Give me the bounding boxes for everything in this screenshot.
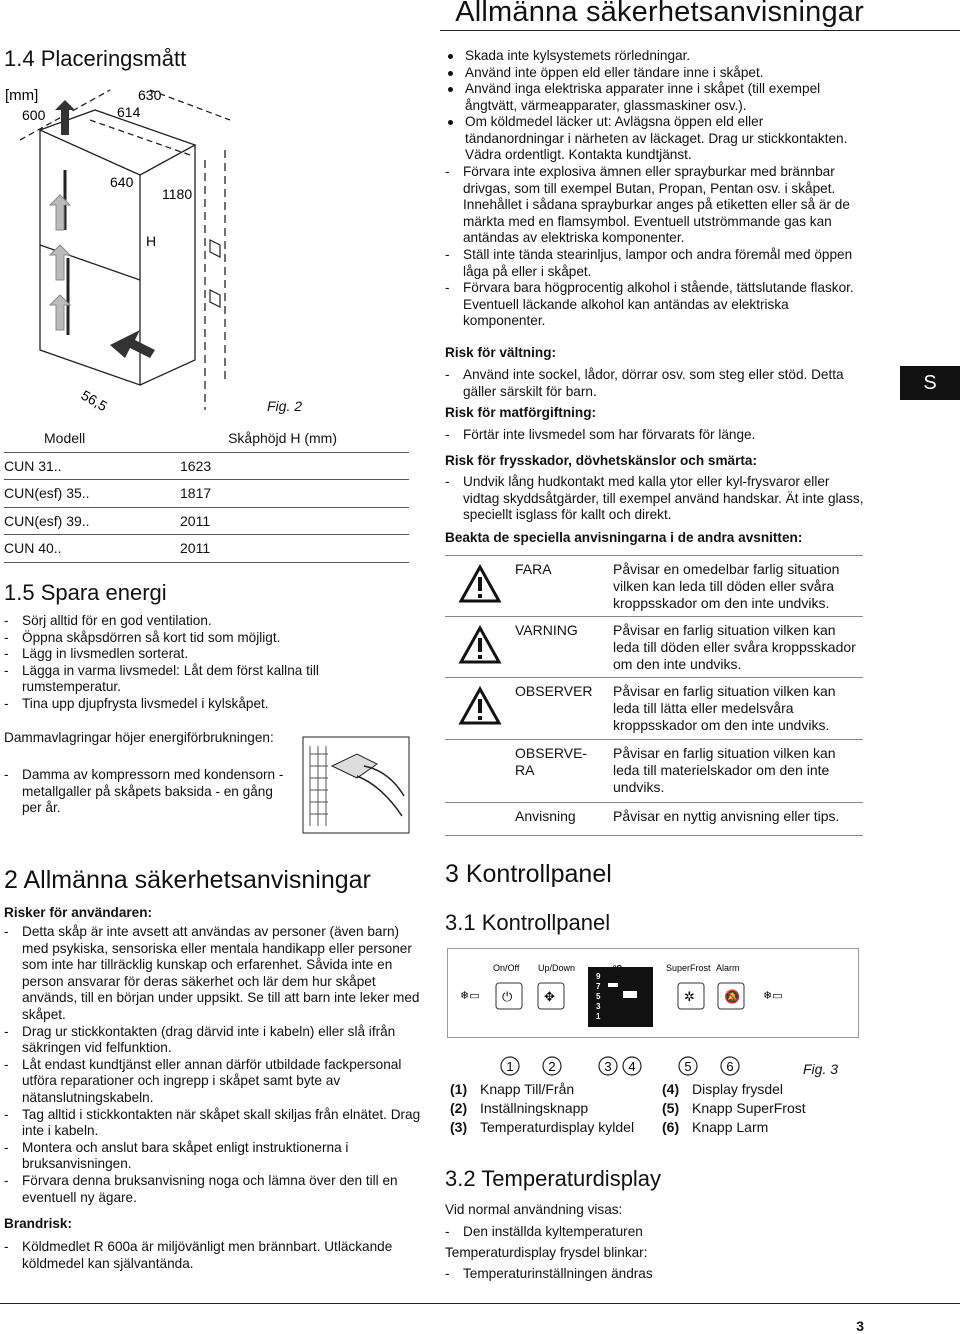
signal-word: FARA: [515, 561, 552, 577]
food-list: [445, 427, 865, 444]
list-item: - Lägga in varma livsmedel: Låt dem först kallna till rumstemperatur.: [4, 663, 409, 696]
energy-list: [4, 613, 409, 713]
fire-list: [4, 1239, 425, 1272]
alarm-icon: 🔕: [724, 990, 741, 1005]
page-header-title: Allmänna säkerhetsanvisningar: [455, 0, 864, 28]
figure-2-caption: Fig. 2: [267, 398, 303, 414]
list-item: - Ställ inte tända stearinljus, lampor och andra föremål med öppen låga på eller i skåpet.: [445, 247, 865, 280]
figure-3-caption: Fig. 3: [803, 1061, 839, 1077]
model-height-table: [4, 425, 409, 563]
dim-56-5: 56,5: [78, 386, 111, 415]
page-number: 3: [856, 1318, 864, 1334]
scale-value: 7: [596, 982, 601, 991]
list-item: - Undvik lång hudkontakt med kalla ytor eller kyl-frysvaror eller vidtag skyddsåtgärder, till exempel använd handskar. Ät inte glass, speciellt isglass för kallt och direkt.: [445, 474, 865, 524]
frost-list: [445, 474, 865, 524]
model-cell: CUN(esf) 39..: [4, 507, 180, 535]
signal-word: OBSERVE-RA: [515, 745, 588, 778]
legend-num: (2): [450, 1100, 468, 1116]
list-item: - Lägg in livsmedlen sorterat.: [4, 646, 409, 663]
list-item: - Förvara bara högprocentig alkohol i stående, tättslutande flaskor. Eventuell läckande alkohol kan antändas av elektriska komponenter.: [445, 280, 865, 330]
normal-use-text: Vid normal användning visas:: [445, 1202, 623, 1217]
list-item: - Damma av kompressorn med kondensorn - metallgaller på skåpets baksida - en gång per år.: [4, 767, 294, 817]
svg-text:❄▭: ❄▭: [763, 990, 783, 1002]
scale-value: 9: [596, 972, 601, 981]
svg-text:❄▭: ❄▭: [460, 990, 480, 1002]
freezer-blink-list: [445, 1266, 865, 1283]
legend-text: Knapp SuperFrost: [692, 1100, 806, 1116]
model-cell: CUN 40..: [4, 535, 180, 563]
table-header-row: [4, 425, 409, 452]
list-item: - Temperaturinställningen ändras: [445, 1266, 865, 1283]
table-row: [4, 535, 409, 563]
callout-1: 1: [506, 1059, 514, 1074]
signal-row: [445, 617, 863, 678]
control-panel-illustration: [447, 948, 859, 1038]
placement-dimensions-figure: [0, 80, 340, 415]
legend-text: Temperaturdisplay kyldel: [480, 1119, 635, 1135]
list-item: - Låt endast kundtjänst eller annan därför utbildade fackpersonal utföra reparationer och ingrepp i skåpet samt byte av nätanslutningskabeln.: [4, 1057, 425, 1107]
signal-row: [445, 556, 863, 617]
list-item: Om köldmedel läcker ut: Avlägsna öppen eld eller tändanordningar i närheten av läckaget. Drag ur stickkontakten. Vädra ordentligt. Kontakta kundtjänst.: [445, 114, 865, 164]
legend-num: (3): [450, 1119, 468, 1135]
model-cell: CUN(esf) 35..: [4, 480, 180, 508]
height-cell: 1817: [180, 480, 409, 508]
legend-num: (4): [662, 1081, 680, 1097]
legend-num: (1): [450, 1081, 468, 1097]
legend-text: Display frysdel: [692, 1081, 784, 1097]
model-cell: CUN 31..: [4, 452, 180, 480]
list-item: - Förtär inte livsmedel som har förvarats för länge.: [445, 427, 865, 444]
signal-description: Påvisar en nyttig anvisning eller tips.: [613, 808, 840, 824]
tip-list: [445, 367, 865, 400]
callout-5: 5: [684, 1059, 692, 1074]
signal-word: OBSERVER: [515, 683, 593, 699]
warning-icon: [445, 556, 515, 616]
callout-2: 2: [548, 1059, 556, 1074]
section-title-control-panel: 3 Kontrollpanel: [445, 860, 612, 888]
height-cell: 2011: [180, 535, 409, 563]
frost-heading: Risk för frysskador, dövhetskänslor och smärta:: [445, 453, 758, 468]
signal-word-table: [445, 555, 863, 836]
legend-text: Knapp Larm: [692, 1119, 769, 1135]
superfrost-label: SuperFrost: [666, 963, 711, 973]
list-item: - Montera och anslut bara skåpet enligt instruktionerna i bruksanvisningen.: [4, 1140, 425, 1173]
legend-text: Inställningsknapp: [480, 1100, 589, 1116]
scale-value: 5: [596, 992, 601, 1001]
signal-description: Påvisar en farlig situation vilken kan leda till lätta eller medelsvåra kroppsskador om den inte undviks.: [613, 683, 836, 733]
callout-4: 4: [628, 1059, 636, 1074]
condenser-cleaning-illustration: [302, 736, 410, 834]
signal-description: Påvisar en omedelbar farlig situation vilken kan leda till döden eller svåra kroppsskador om den inte undviks.: [613, 561, 840, 611]
dim-640: 640: [110, 174, 134, 190]
signal-description: Påvisar en farlig situation vilken kan leda till materielskador om den inte undviks.: [613, 745, 836, 795]
notice-heading: Beakta de speciella anvisningarna i de andra avsnitten:: [445, 530, 803, 545]
header-rule: [440, 30, 960, 31]
legend-text: Knapp Till/Från: [480, 1081, 575, 1097]
list-item: Använd inga elektriska apparater inne i skåpet (till exempel ångtvätt, värmeapparater, glassmaskiner osv.).: [445, 81, 865, 114]
unit-label: [mm]: [5, 87, 39, 104]
legend-left: [448, 1079, 638, 1138]
panel-callout-numbers: [490, 1054, 750, 1078]
warning-icon: [445, 617, 515, 677]
risk-users-heading: Risker för användaren:: [4, 905, 153, 920]
fire-heading: Brandrisk:: [4, 1216, 72, 1231]
legend-num: (5): [662, 1100, 680, 1116]
scale-value: 1: [596, 1012, 601, 1021]
list-item: - Sörj alltid för en god ventilation.: [4, 613, 409, 630]
updown-label: Up/Down: [538, 963, 576, 973]
section-title-safety: 2 Allmänna säkerhetsanvisningar: [4, 866, 371, 894]
warning-icon: [445, 678, 515, 739]
signal-word: Anvisning: [515, 808, 576, 824]
dim-630: 630: [138, 87, 162, 103]
dim-600: 600: [22, 107, 46, 123]
dust-intro: Dammavlagringar höjer energiförbrukningen:: [4, 730, 274, 745]
list-item: Skada inte kylsystemets rörledningar.: [445, 48, 865, 65]
signal-word: VARNING: [515, 622, 578, 638]
dim-614: 614: [117, 104, 141, 120]
height-cell: 2011: [180, 507, 409, 535]
superfrost-icon: ✲: [684, 990, 695, 1005]
legend-right: [660, 1079, 840, 1138]
food-heading: Risk för matförgiftning:: [445, 405, 597, 420]
signal-row: [445, 803, 863, 836]
list-item: - Förvara denna bruksanvisning noga och lämna över den till en eventuell ny ägare.: [4, 1173, 425, 1206]
height-cell: 1623: [180, 452, 409, 480]
dim-1180: 1180: [162, 186, 193, 202]
callout-6: 6: [726, 1059, 734, 1074]
section-title-placement: 1.4 Placeringsmått: [4, 46, 187, 71]
list-item: - Drag ur stickkontakten (drag därvid inte i kabeln) eller slå ifrån säkringen vid felfunktion.: [4, 1024, 425, 1057]
table-row: [4, 452, 409, 480]
list-item: - Tina upp djupfrysta livsmedel i kylskåpet.: [4, 696, 409, 713]
table-row: [4, 480, 409, 508]
list-item: - Tag alltid i stickkontakten när skåpet skall skiljas från elnätet. Drag inte i kabeln.: [4, 1107, 425, 1140]
list-item: - Använd inte sockel, lådor, dörrar osv. som steg eller stöd. Detta gäller särskilt för barn.: [445, 367, 865, 400]
list-item: - Öppna skåpsdörren så kort tid som möjligt.: [4, 630, 409, 647]
onoff-label: On/Off: [493, 963, 520, 973]
footer-rule: [0, 1303, 960, 1304]
subsection-title-control-panel: 3.1 Kontrollpanel: [445, 910, 611, 935]
list-item: Använd inte öppen eld eller tändare inne i skåpet.: [445, 65, 865, 82]
table-row: [4, 507, 409, 535]
section-title-energy: 1.5 Spara energi: [4, 580, 167, 605]
safety-bullet-list: [445, 48, 865, 164]
dim-H: H: [146, 233, 157, 249]
list-item: - Förvara inte explosiva ämnen eller sprayburkar med brännbar drivgas, som till exempel Butan, Propan, Pentan osv. i skåpet. Innehållet i sådana sprayburkar anges på etiketten eller så är de märkta med en flamsymbol. Eventuell utströmmande gas kan antändas av elektriska komponenter.: [445, 164, 865, 247]
alarm-label: Alarm: [716, 963, 740, 973]
freezer-blink-text: Temperaturdisplay frysdel blinkar:: [445, 1245, 648, 1260]
list-item: - Den inställda kyltemperaturen: [445, 1224, 865, 1241]
tip-heading: Risk för vältning:: [445, 345, 557, 360]
normal-use-list: [445, 1224, 865, 1241]
signal-row: [445, 740, 863, 803]
list-item: - Detta skåp är inte avsett att användas av personer (även barn) med psykiska, sensoriska eller mentala handikapp eller personer som inte har tillräcklig kunskap och erfarenhet. Såvida inte en person ansvarar för deras säkerhet och lär dem hur skåpet används, till en början under uppsikt. Se till att barn inte leker med skåpet.: [4, 924, 425, 1024]
signal-description: Påvisar en farlig situation vilken kan leda till döden eller svåra kroppsskador om den inte undviks.: [613, 622, 856, 672]
storage-list: [445, 164, 865, 330]
list-item: - Köldmedlet R 600a är miljövänligt men brännbart. Utläckande köldmedel kan självantända.: [4, 1239, 425, 1272]
dust-list: [4, 767, 294, 817]
scale-value: 3: [596, 1002, 601, 1011]
table-header-model: Modell: [4, 425, 180, 452]
signal-row: [445, 678, 863, 740]
section-title-temperature-display: 3.2 Temperaturdisplay: [445, 1166, 662, 1191]
user-risk-list: [4, 924, 425, 1206]
table-header-height: Skåphöjd H (mm): [180, 425, 409, 452]
language-tab: S: [900, 366, 960, 400]
callout-3: 3: [604, 1059, 612, 1074]
updown-icon: ✥: [544, 990, 555, 1005]
legend-num: (6): [662, 1119, 680, 1135]
power-icon: ⏻: [502, 990, 513, 1005]
